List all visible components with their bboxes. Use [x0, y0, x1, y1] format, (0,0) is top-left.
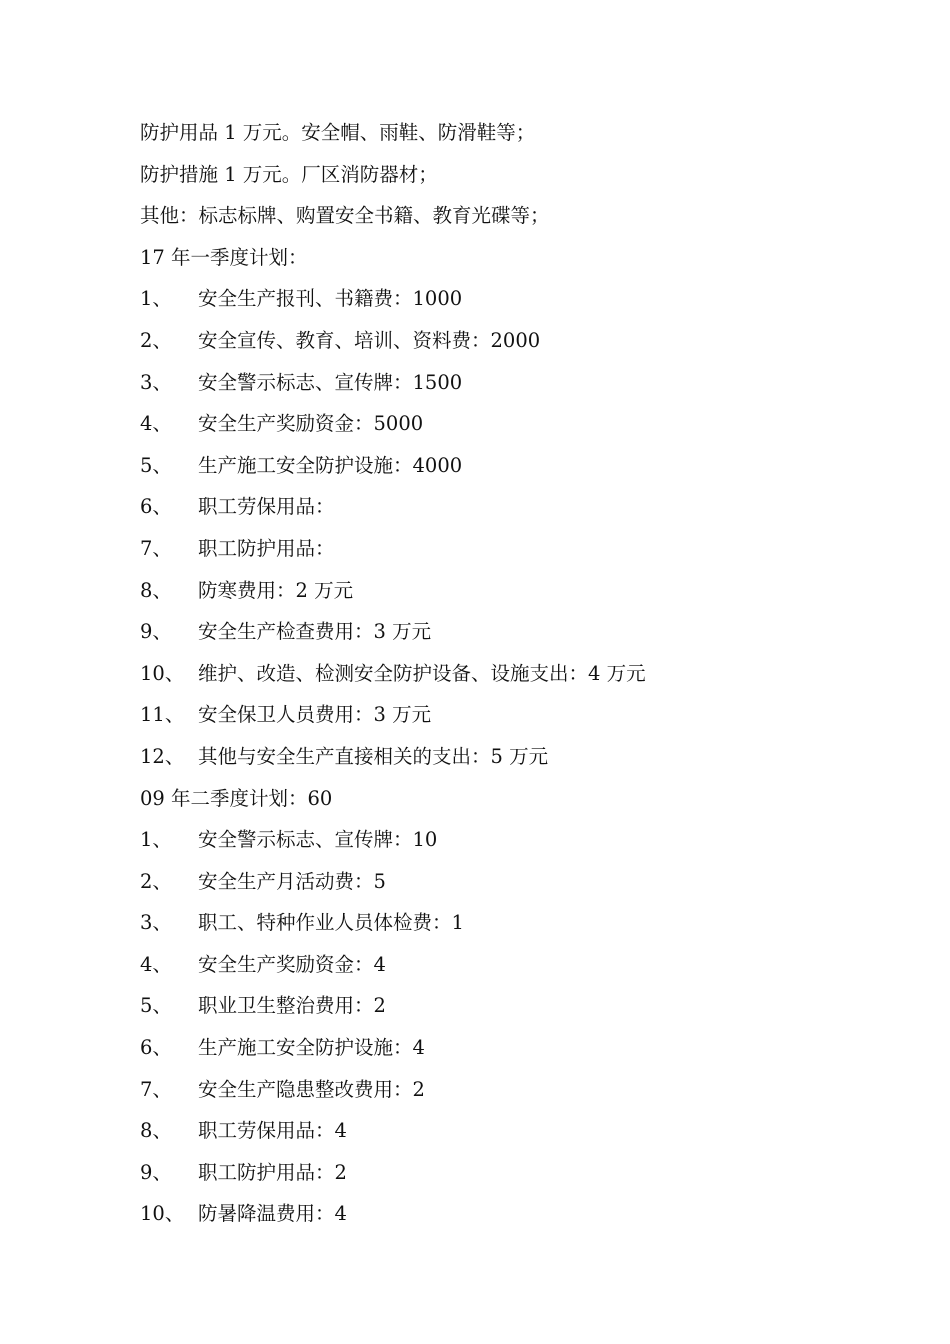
- list-item: [140, 944, 860, 986]
- list-item-number: 5、: [140, 453, 172, 477]
- list-item-number: 1、: [140, 287, 172, 311]
- list-item-number: 3、: [140, 911, 172, 935]
- list-item-text: 安全生产报刊、书籍费：1000: [198, 287, 463, 311]
- list-item-number: 4、: [140, 412, 172, 436]
- list-item: [140, 362, 860, 404]
- list-item-number: 10、: [140, 661, 185, 685]
- document-body: [140, 112, 860, 1235]
- list-item-number: 11、: [140, 703, 185, 727]
- list-item-text: 职业卫生整治费用：2: [198, 994, 386, 1018]
- list-item-number: 5、: [140, 994, 172, 1018]
- list-item: [140, 1152, 860, 1194]
- list-item: [140, 445, 860, 487]
- list-item-number: 6、: [140, 495, 172, 519]
- heading-text: 17 年一季度计划：: [140, 245, 308, 269]
- list-item-number: 7、: [140, 1077, 172, 1101]
- list-item-number: 6、: [140, 1036, 172, 1060]
- list-item: [140, 570, 860, 612]
- list-item-text: 生产施工安全防护设施：4000: [198, 453, 463, 477]
- list-item: [140, 528, 860, 570]
- list-item-number: 7、: [140, 536, 172, 560]
- list-item-text: 安全生产奖励资金：5000: [198, 412, 424, 436]
- list-item-text: 安全警示标志、宣传牌：10: [198, 828, 438, 852]
- list-item-number: 4、: [140, 952, 172, 976]
- list-item-number: 8、: [140, 1119, 172, 1143]
- list-item-number: 10、: [140, 1202, 185, 1226]
- list-item-text: 其他与安全生产直接相关的支出：5 万元: [198, 744, 549, 768]
- list-item-text: 安全生产月活动费：5: [198, 869, 386, 893]
- list-item-text: 防寒费用：2 万元: [198, 578, 354, 602]
- paragraph-line: [140, 195, 860, 237]
- list-item-number: 2、: [140, 869, 172, 893]
- line-text: 防护措施 1 万元。厂区消防器材；: [140, 162, 438, 186]
- list-item-text: 安全生产隐患整改费用：2: [198, 1077, 425, 1101]
- line-text: 其他：标志标牌、购置安全书籍、教育光碟等；: [140, 204, 550, 228]
- list-item-text: 安全保卫人员费用：3 万元: [198, 703, 432, 727]
- list-item-text: 防暑降温费用：4: [198, 1202, 347, 1226]
- list-item: [140, 403, 860, 445]
- list-item: [140, 736, 860, 778]
- list-item-text: 安全警示标志、宣传牌：1500: [198, 370, 463, 394]
- section-heading: [140, 237, 860, 279]
- list-item: [140, 861, 860, 903]
- list-item: [140, 694, 860, 736]
- list-item-number: 9、: [140, 1160, 172, 1184]
- list-item: [140, 278, 860, 320]
- paragraph-line: [140, 154, 860, 196]
- list-item-number: 12、: [140, 744, 185, 768]
- list-item-text: 安全生产奖励资金：4: [198, 952, 386, 976]
- list-item-text: 职工防护用品：: [198, 536, 335, 560]
- list-item-number: 8、: [140, 578, 172, 602]
- list-item-text: 维护、改造、检测安全防护设备、设施支出：4 万元: [198, 661, 646, 685]
- list-item: [140, 1193, 860, 1235]
- list-item: [140, 1027, 860, 1069]
- list-item-text: 职工防护用品：2: [198, 1160, 347, 1184]
- list-item-text: 职工劳保用品：: [198, 495, 335, 519]
- list-item: [140, 1069, 860, 1111]
- list-item-text: 职工、特种作业人员体检费：1: [198, 911, 464, 935]
- list-item-number: 2、: [140, 328, 172, 352]
- list-item: [140, 902, 860, 944]
- list-item-number: 1、: [140, 828, 172, 852]
- heading-text: 09 年二季度计划：60: [140, 786, 333, 810]
- list-item-text: 职工劳保用品：4: [198, 1119, 347, 1143]
- section-heading: [140, 778, 860, 820]
- list-item: [140, 819, 860, 861]
- list-item: [140, 985, 860, 1027]
- list-item: [140, 611, 860, 653]
- list-item-text: 安全宣传、教育、培训、资料费：2000: [198, 328, 541, 352]
- line-text: 防护用品 1 万元。安全帽、雨鞋、防滑鞋等；: [140, 121, 536, 144]
- list-item-text: 生产施工安全防护设施：4: [198, 1036, 425, 1060]
- list-item: [140, 653, 860, 695]
- list-item-text: 安全生产检查费用：3 万元: [198, 620, 432, 644]
- list-item: [140, 1110, 860, 1152]
- list-item: [140, 320, 860, 362]
- list-item: [140, 486, 860, 528]
- list-item-number: 3、: [140, 370, 172, 394]
- paragraph-line: [140, 112, 860, 154]
- list-item-number: 9、: [140, 620, 172, 644]
